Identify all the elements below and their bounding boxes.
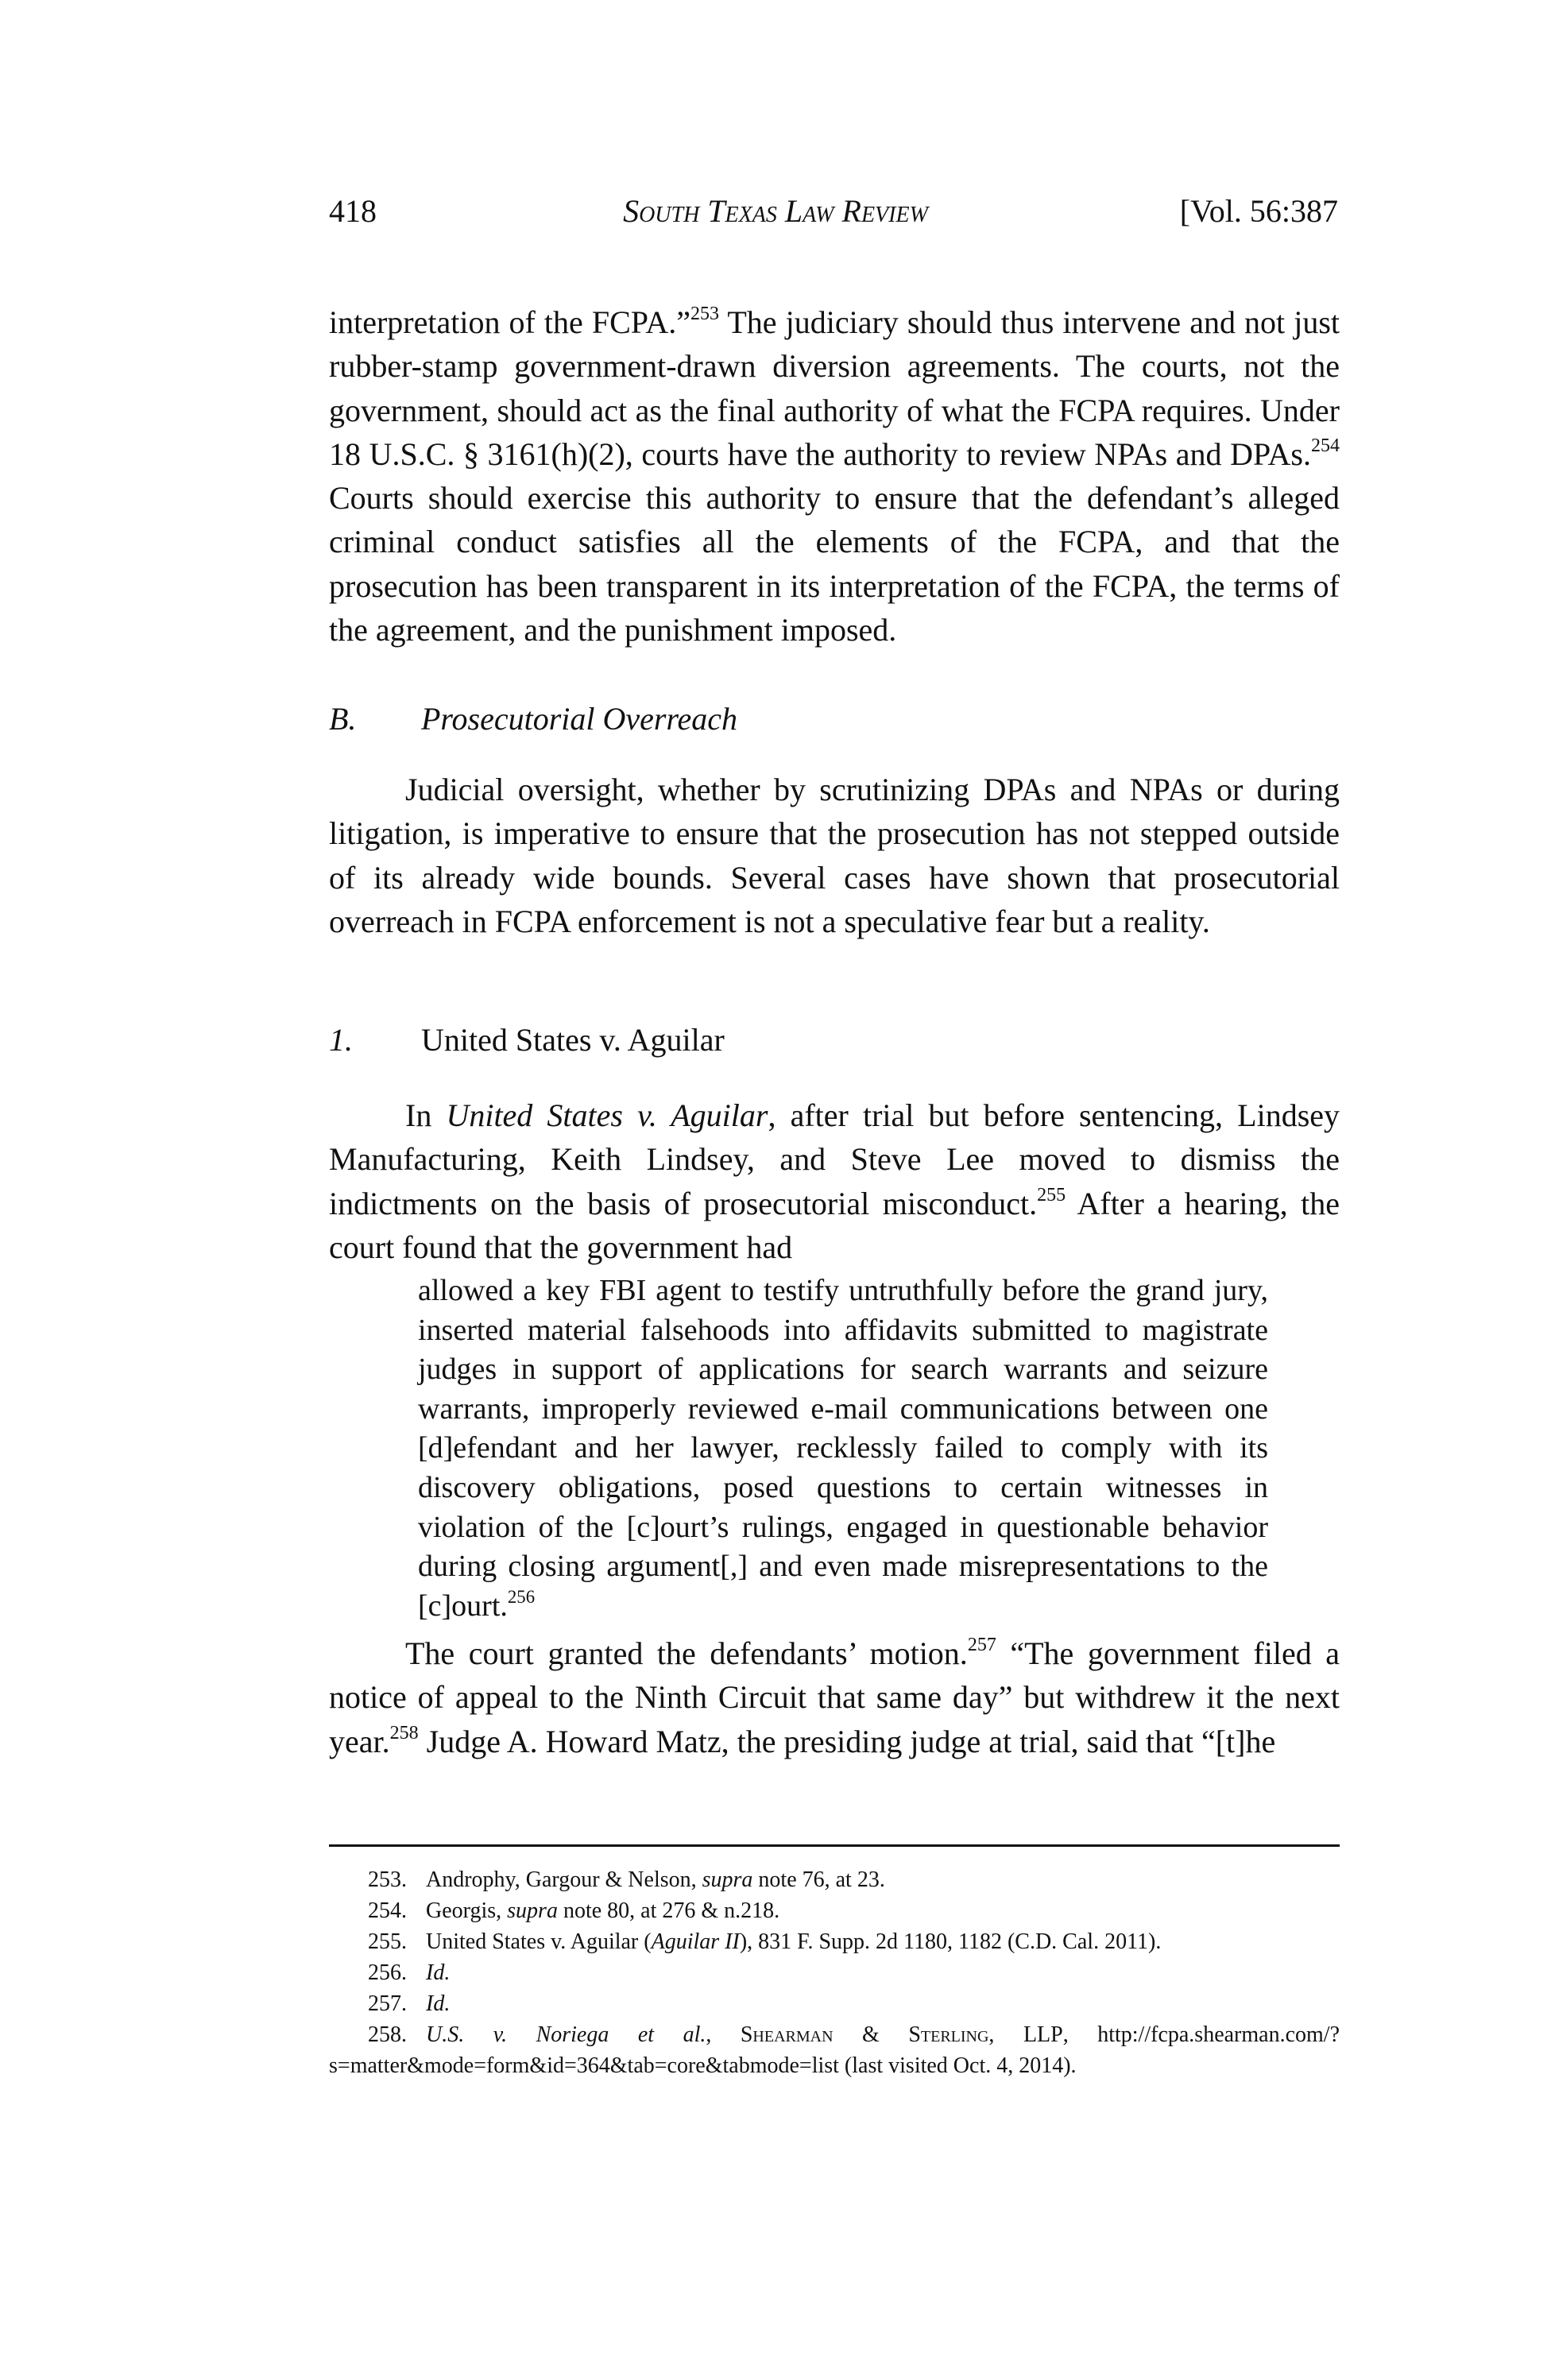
text-run: interpretation of the FCPA.” [329, 304, 690, 340]
text-run: Georgis, [426, 1898, 508, 1923]
italic-text: U.S. v. Noriega et al. [426, 2022, 706, 2047]
footnote-number: 255. [368, 1929, 407, 1954]
journal-title: South Texas Law Review [623, 193, 928, 229]
footnote [329, 1895, 1340, 1926]
text-run: Shearman & Sterling, LLP [740, 2022, 1063, 2047]
subsection-number: 1. [329, 1022, 353, 1058]
text-run: note 80, at 276 & n.218. [557, 1898, 780, 1923]
italic-text: supra [702, 1867, 753, 1892]
text-run: ), 831 F. Supp. 2d 1180, 1182 (C.D. Cal. 2011). [739, 1929, 1162, 1954]
text-run: Judicial oversight, whether by scrutinizing DPAs and NPAs or during litigation, is imperative to ensure that the prosecution has not stepped outside of its already wide bounds. Several cases have shown that prosecutorial overreach in FCPA enforcement is not a speculative fear but a reality. [329, 772, 1340, 939]
section-title: Prosecutorial Overreach [421, 701, 738, 737]
volume-citation: [Vol. 56:387 [1179, 193, 1338, 229]
footnote-reference: 254 [1311, 435, 1340, 457]
footnote [329, 1957, 1340, 1988]
text-run: allowed a key FBI agent to testify untruthfully before the grand jury, inserted material falsehoods into affidavits submitted to magistrate judges in support of applications for search warrants and seizure warrants, improperly reviewed e-mail communications between one [d]efendant and her lawyer, recklessly failed to comply with its discovery obligations, posed questions to certain witnesses in violation of the [c]ourt’s rulings, engaged in questionable behavior during closing argument[,] and even made misrepresentations to the [c]ourt. [418, 1274, 1268, 1623]
text-run: In [405, 1097, 447, 1133]
italic-text: Aguilar II [651, 1929, 740, 1954]
section-heading [329, 697, 737, 741]
footnote-number: 253. [368, 1867, 407, 1892]
text-run: “The government filed a notice of appeal to the Ninth Circuit that same day” but withdrew it the next year. [329, 1635, 1340, 1759]
text-run: After a hearing, the court found that the government had [329, 1185, 1340, 1265]
footnote [329, 1864, 1340, 1895]
footnote-number: 258. [368, 2022, 407, 2047]
text-run: , [706, 2022, 741, 2047]
footnotes [329, 1864, 1340, 2081]
footnote [329, 1926, 1340, 1957]
subsection-heading [329, 1018, 725, 1062]
italic-text: supra [507, 1898, 558, 1923]
footnote [329, 1988, 1340, 2019]
footnote-reference: 257 [967, 1635, 996, 1656]
paragraph [329, 1631, 1340, 1763]
subsection-title: United States v. Aguilar [421, 1022, 725, 1058]
page-number: 418 [329, 193, 377, 229]
italic-text: United States v. Aguilar [446, 1097, 768, 1133]
text-run: Courts should exercise this authority to ensure that the defendant’s alleged criminal conduct satisfies all the elements of the FCPA, and that the prosecution has been transparent in its interpretation of the FCPA, the terms of the agreement, and the punishment imposed. [329, 480, 1340, 648]
paragraph [329, 300, 1340, 652]
footnote-reference: 258 [389, 1722, 419, 1743]
footnote-number: 257. [368, 1991, 407, 2016]
footnote-number: 256. [368, 1960, 407, 1985]
block-quote [418, 1271, 1268, 1626]
footnote-number: 254. [368, 1898, 407, 1923]
text-run: note 76, at 23. [752, 1867, 885, 1892]
footnote-reference: 253 [690, 304, 719, 325]
footnote-divider [329, 1844, 1340, 1847]
paragraph [329, 1093, 1340, 1269]
footnote [329, 2019, 1340, 2081]
text-run: United States v. Aguilar ( [426, 1929, 652, 1954]
text-run: Judge A. Howard Matz, the presiding judge at trial, said that “[t]he [418, 1723, 1276, 1759]
text-run: The judiciary should thus intervene and not just rubber-stamp government-drawn diversion agreements. The courts, not the government, should act as the final authority of what the FCPA requires. Under 18 U.S.C. § 3161(h)(2), courts have the authority to review NPAs and DPAs. [329, 304, 1340, 472]
text-run: Androphy, Gargour & Nelson, [426, 1867, 702, 1892]
paragraph [329, 768, 1340, 943]
text-run: , after trial but before sentencing, Lindsey Manufacturing, Keith Lindsey, and Steve Lee moved to dismiss the indictments on the basis of prosecutorial misconduct. [329, 1097, 1340, 1221]
text-run: , http://fcpa.shearman.com/?s=matter&mode=form&id=364&tab=core&tabmode=list (last visited Oct. 4, 2014). [329, 2022, 1340, 2078]
text-run: The court granted the defendants’ motion. [405, 1635, 968, 1671]
italic-text: Id. [426, 1991, 451, 2016]
italic-text: Id. [426, 1960, 451, 1985]
footnote-reference: 256 [507, 1586, 536, 1607]
section-number: B. [329, 701, 357, 737]
footnote-reference: 255 [1037, 1184, 1066, 1205]
